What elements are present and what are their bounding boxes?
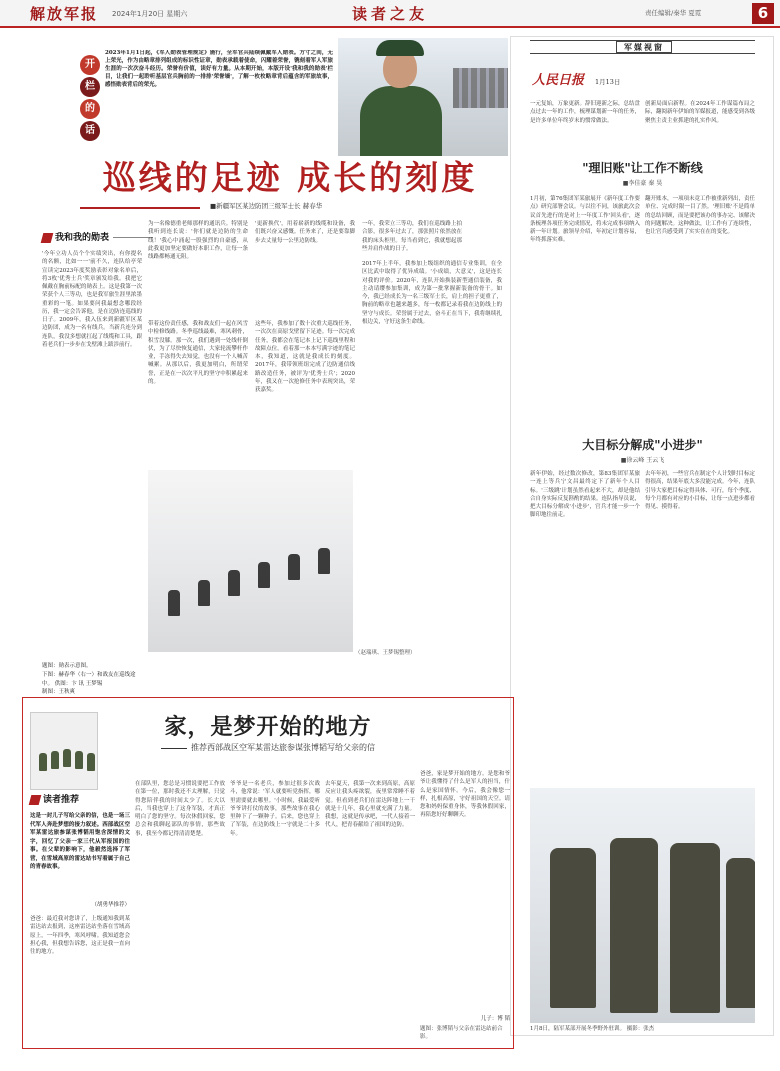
kicker-char: 栏	[80, 77, 100, 97]
editors-credit: 责任编辑/秦华 夏霓	[645, 9, 702, 17]
title-image-credit: 题图：勋表示意图。	[42, 663, 92, 669]
column-intro-text: 2023年1月1日起，《军人勋表管理规定》施行，全军官兵陆续佩戴军人勋表。方寸之间，无上荣光，作为由略章排列组成的标识性证章，勋表承载着使命，闪耀着荣誉，镌刻着军人军旅生涯的一次次奋斗经历。荣誉有价值，读好有力量。从本期开始，本版开设'我和我的勋表'栏目，让我们一起聆听基层官兵胸前的一排排'荣誉墙'，了解一枚枚略章背后蕴含的军旅故事，感悟勋表背后的荣光。	[105, 50, 333, 88]
article-column: 新年伊始，经过数次修改，第83集团军某旅一连上等兵宁文昌最终定下了新年个人目标。'三级跳'计划虽然看起来不大，却是他结合自身实际反复斟酌的结果。连队指导员说，把大目标分解成'小进步'，官兵才能一步一个脚印地往前走。	[530, 471, 640, 519]
byline-text: ■新疆军区某边防团三级军士长 赫春华	[210, 202, 323, 210]
recommendation-author: （胡勇华推荐）	[91, 902, 130, 908]
article-byline	[80, 202, 500, 214]
letter-signature: 儿子：博 韬	[480, 1016, 510, 1022]
article-headline: 巡线的足迹 成长的刻度	[102, 158, 478, 197]
photo-credits	[42, 662, 142, 697]
newspaper-logo: 解放军报	[30, 5, 99, 23]
article-byline: ■徐云峰 王云飞	[620, 457, 665, 464]
tag-marker-icon	[41, 233, 54, 243]
photo-credit-lines: 下图：赫春华（右一）和战友在巡线途中。 供图：卞 讯 王梦锡 制图：王秋爽	[42, 671, 136, 696]
letter-headline: 家，是梦开始的地方	[164, 714, 372, 740]
column-intro-kicker	[80, 55, 102, 143]
column-tag-label: 我和我的勋表	[55, 233, 110, 243]
article-column: 一年，我荣立三等功，我们在巡线路上拍合影，很多年过去了，那张照片依然放在我的床头柜里。每当看到它，我就想起那些并肩作战的日子。	[362, 221, 462, 252]
kicker-char: 开	[80, 55, 100, 75]
article-column: 去年年初，一些官兵在制定个人计划时目标定得很高，结果年底大多没能完成。今年，连队引导大家把目标定得具体、可行，每个季度、每个月都有对应的小目标，让每一点进步都看得见、摸得着。	[645, 471, 755, 510]
column-tag	[42, 232, 153, 245]
column-tag-label: 读者推荐	[43, 795, 80, 805]
letter-column: 爷爷是一名老兵，参加过很多次战斗，他常说：'军人就要听党指挥，哪里需要就去哪里。'小时候，我最爱听爷爷讲打仗的故事，那些故事在我心里种下了一颗种子。后来，您也穿上了军装，在边防线上一守就是二十多年。	[230, 781, 320, 837]
article-byline: ■李佳豪 秦 昊	[622, 180, 663, 187]
photo-caption: 1月8日，陆军某部开展冬季野外驻训。 摄影：张杰	[530, 1026, 655, 1032]
article-column: 为一名像德重老师那样的通讯兵。特别是我听到连长说：'你们就是边防的生命线！'我心中涌起一股强烈的自豪感，从此我更加坚定要做好本职工作，让每一条线路都畅通无阻。	[148, 221, 248, 260]
article-column: 翻开账本，一项项未竟工作被重新列出，责任单位、完成时限一目了然。'理旧账'不是简单的总结回顾，而是要把该办的事办完、该解决的问题解决。这种做法，让工作有了连续性，也让官兵感受到了实实在在的变化。	[645, 196, 755, 235]
media-intro-left: 一元复始，万象更新。辞旧迎新之际，总结盘点过去一年的工作，梳理谋划新一年的任务，是许多单位年终岁末的惯常做法。	[530, 101, 640, 124]
kicker-char: 的	[80, 99, 100, 119]
section-title: 读者之友	[351, 5, 428, 23]
letter-column: 在部队里，您总是习惯说要把工作放在第一位，那时我还不太理解，只觉得您陪伴我的时间太少了。长大以后，当我也穿上了这身军装，才真正明白了您的坚守。每次休假回家，您总会和我聊起部队的事情，那些故事，我至今都记得清清楚楚。	[135, 781, 225, 837]
article-headline: 大目标分解成"小进步"	[582, 438, 703, 452]
patrol-march-photo	[148, 470, 353, 652]
issue-date: 2024年1月20日 星期六	[112, 10, 188, 18]
article-column: 1月初，第76集团军某旅展开《新年度工作要点》研究部署会议。与以往不同，该旅此次会议首先进行的是对上一年度工作'回头看'，逐条梳理各项任务完成情况，将未完成事项纳入新一年计划。旅领导介绍，年初定计划容易，年终抓落实难。	[530, 196, 640, 244]
letter-column: 爸爸：最近我对您讲了，上级通知我到某雷达站去报到，这座雷达站坐落在雪域高原上，一年四季，寒风呼啸。我知道您会担心我，但我想告诉您，这正是我一直向往的地方。	[30, 916, 130, 955]
article-column: '今年立功人员个个实绩突出，有你提名的名额，比如一一'前不久，连队给亭荣宣读完2023年度奖励表彰对象名单后，将3枚'优秀士兵'奖章颁发给我。我把它佩戴在胸前标配的勋表上。这是我第一次荣获个人三等功，也是我军旅生涯里浓墨重彩的一笔。如果要问我最想念哪段经历，我一定会告诉他，是在边防连巡线的日子。2009年，我入伍来到新疆军区某边防团，成为一名有线兵。当新兵连分到连队，我没多想就扛起了线缆和工具，跟着老兵们一步步在戈壁滩上跋涉前行。	[42, 251, 142, 348]
article-column: 带着这份责任感，我和战友们一起在风雪中检修线路。冬季巡线最难，寒风刺骨，积雪没膝。那一次，我们遇到一处线杆倒伏，为了尽快恢复通信，大家轮流攀杆作业，手冻得失去知觉，也没有一个人喊苦喊累。从那以后，我更加明白，所谓荣誉，正是在一次次平凡的坚守中积累起来的。	[148, 321, 248, 385]
column-tag	[30, 794, 79, 807]
kicker-char: 话	[80, 121, 100, 141]
article-headline: "理旧账"让工作不断线	[582, 161, 703, 175]
photo-caption: 题图：张博韬与父亲在雷达站前合影。	[420, 1026, 503, 1040]
tag-marker-icon	[29, 795, 42, 805]
source-date: 1月13日	[595, 78, 621, 86]
peoples-daily-logo: 人民日报	[532, 73, 585, 88]
military-media-label: 军媒视窗	[616, 41, 672, 53]
page-number: 6	[752, 3, 774, 24]
soldier-portrait-photo	[338, 38, 508, 156]
masthead	[0, 0, 780, 28]
letter-subtitle	[22, 742, 514, 754]
recommendation-text: 这是一封儿子写给父亲的信，也是一场三代军人奔赴梦想的接力叙述。西部战区空军某雷达旅参谋张博韬用饱含深情的文字，回忆了父亲一家三代从军报国的往事。在父辈的影响下，他毅然选择了军营，在雪域高原的雷达站书写着属于自己的青春故事。	[30, 813, 130, 871]
military-media-header	[530, 40, 755, 54]
article-column: 2017年上半年，我参加上级组织的通信专业集训，在全区比武中取得了优异成绩。'小成绩，大意义'，这是连长对我的评价。2020年，连队开始换装新型通信装备，我主动请缨参加集训，成为第一批掌握新装备的骨干。如今，我已经成长为一名三级军士长，肩上的担子更重了，胸前的略章也越来越多，每一枚都记录着我在边防线上的坚守与成长。荣誉属于过去，奋斗正在当下，我将继续扎根边关，守好这条生命线。	[362, 261, 502, 325]
letter-subtitle-text: 推荐西部战区空军某雷达旅参谋张博韬写给父亲的信	[191, 743, 375, 752]
snow-training-photo	[530, 788, 755, 1023]
media-intro-right: 创新局面启新程。在2024年工作谋篇布局之际，翻阅新年伊始的军媒报道，能感受到各级聚焦主责主业抓建的扎实作风。	[645, 101, 755, 124]
letter-column: 去年夏天，我第一次来到高原，高原反应让我头疼欲裂，夜里常常睡不着觉。但看到老兵们在雷达阵地上一干就是十几年，我心里就充满了力量。我想，这就是传承吧，一代人接着一代人，把青春献给了祖国的边防。	[325, 781, 415, 829]
article-credit: （赵瑞琪、王梦锡整理）	[355, 650, 416, 656]
article-column: 这些年，我参加了数十次重大巡线任务，一次次在高原戈壁留下足迹。每一次完成任务，我都会在笔记本上记下巡线里程和故障点位。看着那一本本写满字迹的笔记本，我知道，这就是我成长的刻度。2017年，我带领班组完成了边防通信线路改造任务，被评为'优秀士兵'；2020年，我又在一次抢修任务中表现突出，荣获嘉奖。	[255, 321, 355, 393]
letter-column: 爸爸，家是梦开始的地方。是您和爷爷让我懂得了什么是军人的担当，什么是家国情怀。今后，我会像您一样，扎根高原，守好祖国的天空。请您和妈妈保重身体，等我休假回家，再陪您好好聊聊天。	[420, 771, 510, 819]
article-column: '更新换代'，用着崭新的线缆和设备，我们既兴奋又感慨。任务来了，还是要靠脚步去丈量每一公里边防线。	[255, 221, 355, 244]
